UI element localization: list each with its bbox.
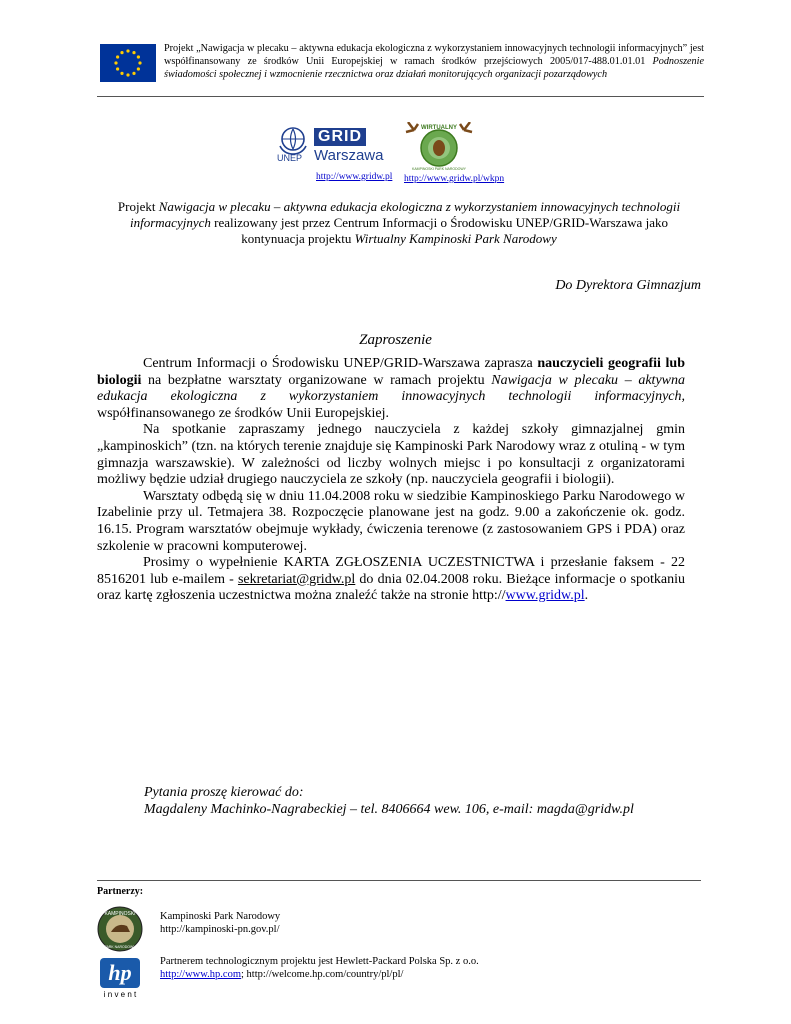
wkpn-arc-bottom: KAMPINOSKI PARK NARODOWY [412, 167, 466, 171]
grid-website-link[interactable]: http://www.gridw.pl [316, 172, 393, 182]
addressee: Do Dyrektora Gimnazjum [555, 278, 701, 293]
eu-star-icon [126, 73, 129, 76]
unep-emblem-icon [276, 126, 310, 156]
partners-label: Partnerzy: [97, 886, 144, 897]
eu-star-icon [132, 72, 135, 75]
wkpn-website-link[interactable]: http://www.gridw.pl/wkpn [404, 174, 505, 184]
grid-label: GRID [318, 128, 362, 145]
kpn-logo-text: KAMPINOSKI [104, 911, 136, 917]
wirtualny-kpn-logo-icon[interactable] [404, 122, 474, 172]
eu-star-icon [116, 67, 119, 70]
contact-info [144, 784, 634, 818]
header-rule [97, 96, 704, 97]
hp-country-link[interactable]: ; http://welcome.hp.com/country/pl/pl/ [240, 969, 404, 980]
eu-star-icon [138, 61, 141, 64]
kpn-logo-icon [97, 906, 143, 952]
eu-star-icon [120, 51, 123, 54]
page-title: Zaproszenie [359, 332, 432, 348]
eu-star-icon [114, 61, 117, 64]
warszawa-label: Warszawa [314, 147, 384, 164]
header-funding-note: Projekt „Nawigacja w plecaku – aktywna edukacja ekologiczna z wykorzystaniem innowacyjnych technologii informacyjnych” jest współfinansowany ze środków Unii Europejskiej w ramach środków przejściowych 2005/017-488.01.01.01 Podnoszenie świadomości społecznej i wzmocnienie rzecznictwa oraz działań monitorujących organizacji pozarządowych [164, 43, 704, 80]
kpn-partner-info [160, 910, 280, 936]
hp-invent-label: i n v e n t [103, 990, 137, 999]
eu-star-icon [116, 55, 119, 58]
eu-star-icon [120, 72, 123, 75]
paragraph-4: Prosimy o wypełnienie KARTA ZGŁOSZENIA UCZESTNICTWA i przesłanie faksem - 22 8516201 lub e-mailem - sekretariat@gridw.pl do dnia 02.04.2008 roku. Bieżące informacje o spotkaniu oraz kartę zgłoszenia uczestnictwa można znaleźć także na stronie http://www.gridw.pl. [97, 555, 685, 604]
kpn-logo-bottom: PARK NARODOWY [104, 945, 136, 949]
hp-logo-text: hp [108, 960, 132, 985]
hp-logo [97, 958, 143, 1002]
eu-star-icon [126, 49, 129, 52]
email-sekretariat[interactable]: sekretariat@gridw.pl [237, 571, 356, 587]
grid-box [314, 128, 366, 146]
wkpn-arc-text: WIRTUALNY [421, 125, 457, 131]
contact-line-1: Pytania proszę kierować do: [144, 785, 304, 800]
eu-star-icon [137, 55, 140, 58]
paragraph-3: Warsztaty odbędą się w dniu 11.04.2008 roku w siedzibie Kampinoskiego Parku Narodowego w Izabelinie przy ul. Tetmajera 38. Rozpoczęcie planowane jest na godz. 9.00 a zakończenie ok. godz. 16.15. Program warsztatów obejmuje wykłady, ćwiczenia terenowe (z zastosowaniem GPS i PDA) oraz szkolenie w pracowni komputerowej. [97, 488, 685, 554]
unep-grid-logo[interactable] [276, 126, 391, 168]
eu-flag-icon [100, 44, 156, 82]
kpn-url[interactable]: http://kampinoski-pn.gov.pl/ [160, 924, 280, 935]
hp-website-link[interactable]: http://www.hp.com [160, 969, 241, 980]
eu-star-icon [132, 51, 135, 54]
unep-label: UNEP [277, 153, 303, 163]
project-intro: Projekt Nawigacja w plecaku – aktywna edukacja ekologiczna z wykorzystaniem innowacyjnych technologii informacyjnych realizowany jest przez Centrum Informacji o Środowisku UNEP/GRID-Warszawa jako kontynuacja projektu Wirtualny Kampinoski Park Narodowy [117, 199, 681, 246]
hp-partner-text: Partnerem technologicznym projektu jest Hewlett-Packard Polska Sp. z o.o. [160, 956, 479, 967]
letter-body [97, 356, 685, 605]
contact-line-2: Magdaleny Machinko-Nagrabeckiej – tel. 8406664 wew. 106, e-mail: magda@gridw.pl [144, 802, 634, 817]
hp-partner-info [160, 955, 479, 981]
paragraph-1: Centrum Informacji o Środowisku UNEP/GRID-Warszawa zaprasza nauczycieli geografii lub biologii na bezpłatne warsztaty organizowane w ramach projektu Nawigacja w plecaku – aktywna edukacja ekologiczna z wykorzystaniem innowacyjnych technologii informacyjnych, współfinansowanego ze środków Unii Europejskiej. [97, 356, 686, 421]
gridw-link[interactable]: www.gridw.pl [505, 588, 585, 604]
footer-rule [97, 880, 701, 881]
kpn-name: Kampinoski Park Narodowy [160, 911, 281, 922]
paragraph-2: Na spotkanie zapraszamy jednego nauczyciela z każdej szkoły gimnazjalnej gmin „kampinoskich” (tzn. na których terenie znajduje się Kampinoski Park Narodowy wraz z otuliną - w tym gimnazja warszawskie). W zależności od liczby wolnych miejsc i po konsultacji z organizatorami możliwy będzie udział drugiego nauczyciela ze szkoły (np. nauczyciela geografii i biologii). [97, 422, 685, 488]
hp-logo-box [100, 958, 140, 988]
eu-star-icon [137, 67, 140, 70]
